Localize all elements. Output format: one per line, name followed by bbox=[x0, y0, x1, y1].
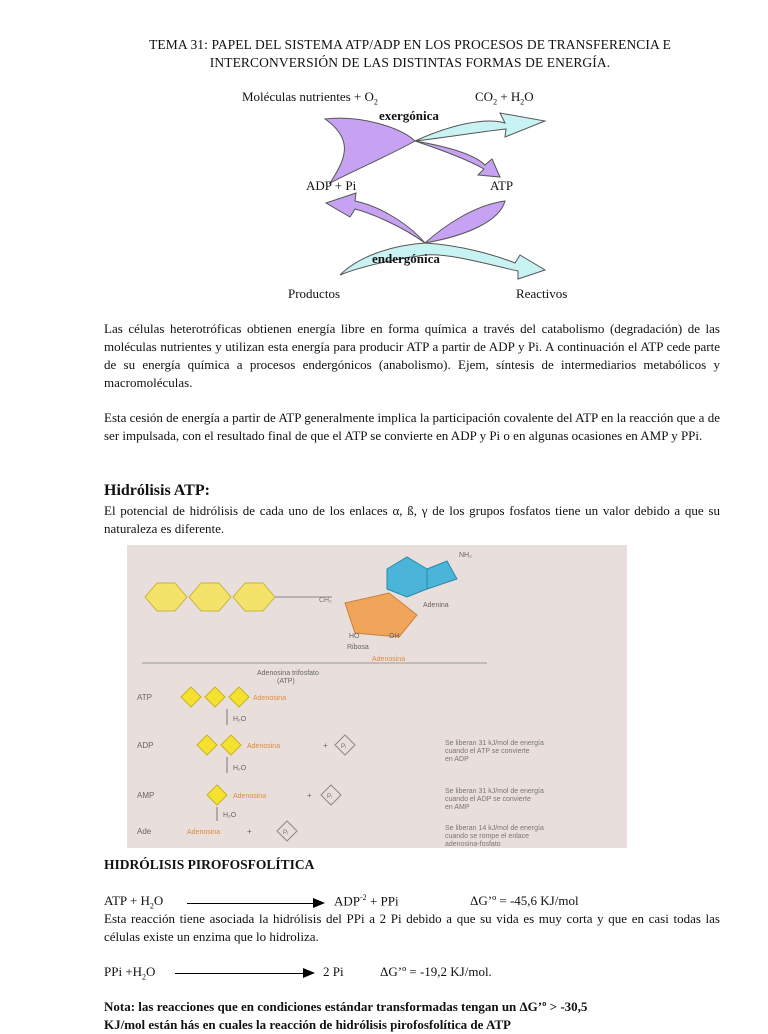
oh-label: OH bbox=[389, 633, 400, 640]
title-line-1: TEMA 31: PAPEL DEL SISTEMA ATP/ADP EN LOS PROCESOS DE TRANSFERENCIA E bbox=[149, 37, 671, 52]
ade-row-adenosina: Adenosina bbox=[187, 829, 221, 836]
svg-text:en ADP: en ADP bbox=[445, 756, 469, 763]
nh2-label: NH₂ bbox=[459, 552, 472, 559]
hidrolisis-heading: Hidrólisis ATP: bbox=[104, 482, 210, 499]
diagram-top-left-label: Moléculas nutrientes + $O_2$ bbox=[242, 89, 378, 107]
svg-text:en AMP: en AMP bbox=[445, 804, 470, 811]
ade-row-plus: + bbox=[247, 827, 252, 836]
hidrolisis-text: El potencial de hidrólisis de cada uno de los enlaces α, ß, γ de los grupos fosfatos tiene un valor debido a que su naturaleza es diferente. bbox=[104, 503, 720, 536]
diagram-top-right-label: $CO_2 + H_2O$ bbox=[475, 89, 534, 107]
svg-text:Se liberan 14 kJ/mol de energí: Se liberan 14 kJ/mol de energía bbox=[445, 825, 544, 832]
paragraph-catabolism: Las células heterotróficas obtienen energía libre en forma química a través del catabolismo (degradación) de las moléculas nutrientes y utilizan esta energía para producir ATP a partir de ADP y Pi. A continuación el ATP cede parte de su energía química a procesos endergónicos (anabolismo). Ejem, síntesis de intermediarios metabólicos y macromoléculas. bbox=[104, 321, 720, 390]
atp-hydrolysis-leaf bbox=[425, 201, 505, 243]
atp-caption-2: (ATP) bbox=[277, 678, 295, 685]
equation-1-right: $ADP^{-2}$ + PPi bbox=[334, 893, 399, 909]
row-atp-label: ATP bbox=[137, 693, 152, 702]
svg-text:Se liberan 31 kJ/mol de energí: Se liberan 31 kJ/mol de energía bbox=[445, 788, 544, 795]
equation-1-arrow-head bbox=[313, 898, 325, 908]
equation-1-arrow-line bbox=[187, 903, 313, 904]
row-amp-label: AMP bbox=[137, 791, 155, 800]
equation-1-left: ATP + $H_2O$ bbox=[104, 893, 164, 911]
amp-row-adenosina: Adenosina bbox=[233, 793, 267, 800]
title-line-2: INTERCONVERSIÓN DE LAS DISTINTAS FORMAS DE ENERGÍA. bbox=[209, 55, 611, 70]
ho-label: HO bbox=[349, 633, 360, 640]
exergonic-label: exergónica bbox=[379, 108, 439, 123]
amp-row-pi: Pᵢ bbox=[327, 794, 332, 800]
pirofosfo-heading: HIDRÓLISIS PIROFOSFOLÍTICA bbox=[104, 857, 315, 872]
equation-2-arrow-head bbox=[303, 968, 315, 978]
row-ade-label: Ade bbox=[137, 827, 152, 836]
adp-regeneration-arrow bbox=[326, 193, 425, 243]
row-adp-label: ADP bbox=[137, 741, 154, 750]
adp-row-pi: Pᵢ bbox=[341, 744, 346, 750]
equation-2-arrow-line bbox=[175, 973, 303, 974]
adp-row-plus: + bbox=[323, 741, 328, 750]
adenina-label: Adenina bbox=[423, 602, 449, 609]
page-title bbox=[100, 36, 720, 72]
h2o-2: H₂O bbox=[233, 765, 247, 772]
svg-text:cuando el ADP se convierte: cuando el ADP se convierte bbox=[445, 796, 531, 803]
atp-caption: Adenosina trifosfato bbox=[257, 670, 319, 677]
reactivos-label: Reactivos bbox=[516, 286, 568, 301]
ch2-label: CH₂ bbox=[319, 597, 332, 604]
svg-text:cuando el ATP se convierte: cuando el ATP se convierte bbox=[445, 748, 530, 755]
endergonic-label: endergónica bbox=[372, 251, 440, 266]
paragraph-energy-transfer: Esta cesión de energía a partir de ATP generalmente implica la participación covalente del ATP en la reacción que a de ser impulsada, con el resultado final de que el ATP se convierte en ADP y Pi o en algunas ocasiones en AMP y PPi. bbox=[104, 410, 720, 443]
atp-hydrolysis-figure bbox=[127, 545, 627, 848]
equation-2-right: 2 Pi bbox=[323, 964, 344, 979]
amp-row-plus: + bbox=[307, 791, 312, 800]
endergonic-arrow bbox=[340, 243, 545, 279]
pirofosfo-text: Esta reacción tiene asociada la hidrólisis del PPi a 2 Pi debido a que su vida es muy corta y que en casi todas las células existe un enzima que lo hidroliza. bbox=[104, 911, 720, 944]
productos-label: Productos bbox=[288, 286, 340, 301]
ribosa-label: Ribosa bbox=[347, 644, 369, 651]
svg-text:cuando se rompe el enlace: cuando se rompe el enlace bbox=[445, 833, 530, 840]
atp-label: ATP bbox=[490, 178, 514, 193]
h2o-1: H₂O bbox=[233, 716, 247, 723]
svg-text:adenosina-fosfato: adenosina-fosfato bbox=[445, 841, 501, 848]
triphosphate-chain bbox=[145, 583, 275, 611]
adp-pi-label: ADP + Pi bbox=[306, 178, 357, 193]
equation-2-left: PPi $+H_2O$ bbox=[104, 964, 156, 982]
h2o-3: H₂O bbox=[223, 812, 237, 819]
atp-synthesis-arrow bbox=[415, 141, 500, 177]
adp-row-adenosina: Adenosina bbox=[247, 743, 281, 750]
equation-1-delta-g: ΔG’º = -45,6 KJ/mol bbox=[470, 893, 579, 908]
svg-text:Se liberan 31 kJ/mol de energí: Se liberan 31 kJ/mol de energía bbox=[445, 740, 544, 747]
equation-2-delta-g: ΔG’º = -19,2 KJ/mol. bbox=[380, 964, 492, 979]
atp-row-adenosina: Adenosina bbox=[253, 695, 287, 702]
nota-text: Nota: las reacciones que en condiciones estándar transformadas tengan un ΔG’º > -30,5 KJ/mol están hás en cuales la reacción de hidrólisis pirofosfolítica de ATP bbox=[104, 999, 588, 1032]
adenosina-label: Adenosina bbox=[372, 656, 406, 663]
ade-row-pi: Pᵢ bbox=[283, 830, 288, 836]
exergonic-input-leaf bbox=[325, 118, 415, 183]
